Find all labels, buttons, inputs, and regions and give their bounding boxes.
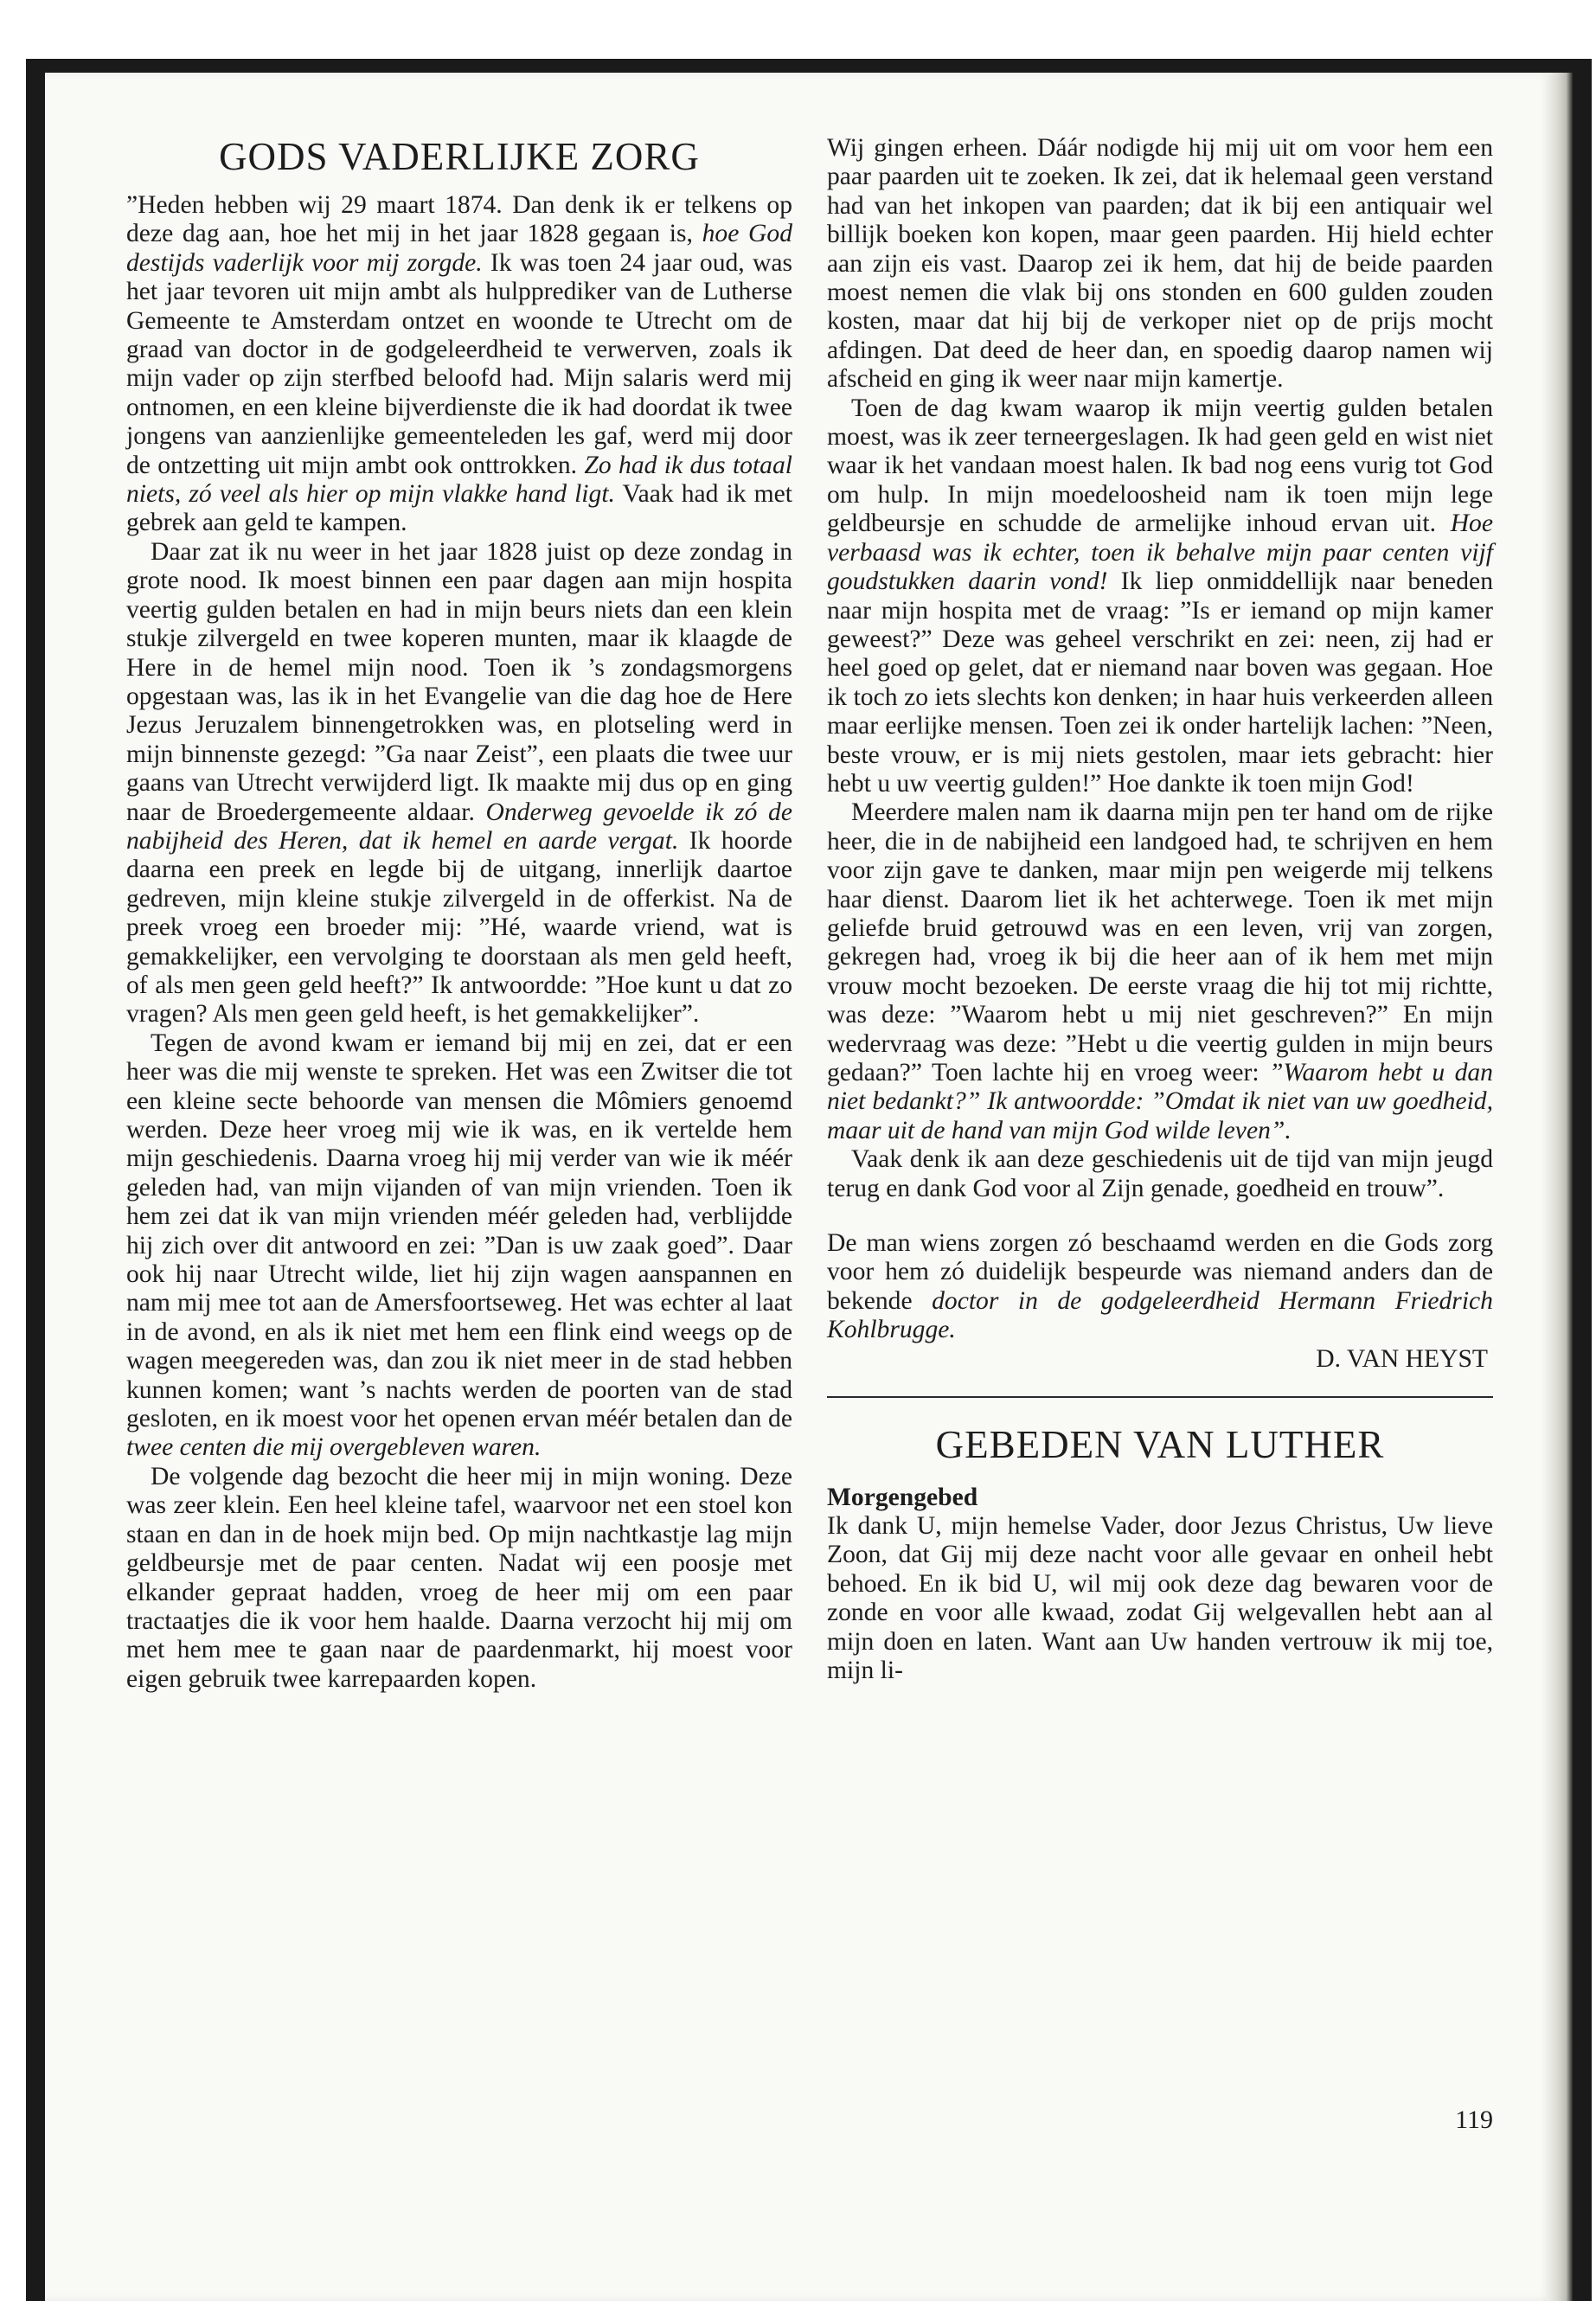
text-run: Meerdere malen nam ik daarna mijn pen ter hand om de rijke heer, die in de nabijheid een landgoed had, te schrijven en hem voor zijn gave te danken, maar mijn pen weigerde mij telkens haar dienst. Daarom liet ik het achterwege. Toen ik met mijn geliefde bruid getrouwd was en een leven, vrij van zorgen, gekregen had, vroeg ik bij die heer aan of ik hem met mijn vrouw mocht bezoeken. De eerste vraag die hij tot mij richtte, was deze: ”Waarom hebt u mij niet geschreven?” En mijn wedervraag was deze: ”Hebt u die veertig gulden in mijn beurs gedaan?” Toen lachte hij en vroeg weer: xyxy=(827,798,1493,1086)
text-run: Toen de dag kwam waarop ik mijn veertig gulden betalen moest, was ik zeer terneergeslagen. Ik had geen geld en wist niet waar ik het vandaan moest halen. Ik bad nog eens vurig tot God om hulp. In mijn moedeloosheid nam ik toen mijn lege geldbeursje en schudde de armelijke inhoud ervan uit. xyxy=(827,394,1493,538)
italic-text: doctor in de godgeleerdheid Hermann Friedrich Kohlbrugge. xyxy=(827,1286,1493,1344)
paragraph-6 xyxy=(827,394,1493,799)
text-run: Ik hoorde daarna een preek en legde bij de uitgang, innerlijk daartoe gedreven, mijn kleine stukje zilvergeld in de offerkist. Na de preek vroeg een broeder mij: ”Hé, waarde vriend, wat is gemakkelijker, een vervolging te doorstaan als men geld heeft, of als men geen geld heeft?” Ik antwoordde: ”Hoe kunt u dat zo vragen? Als men geen geld heeft, is het gemakkelijker”. xyxy=(126,826,792,1029)
paragraph-7 xyxy=(827,798,1493,1145)
paragraph-4 xyxy=(126,1463,792,1694)
paragraph-9 xyxy=(827,1229,1493,1345)
text-run: Ik liep onmiddellijk naar beneden naar mijn hospita met de vraag: ”Is er iemand op mijn kamer geweest?” Deze was geheel verschrikt en zei: neen, zij had er heel goed op gelet, dat er niemand naar boven was gegaan. Hoe ik toch zo iets slechts kon denken; in haar huis verkeerden alleen maar eerlijke mensen. Toen zei ik onder hartelijk lachen: ”Neen, beste vrouw, er is mij niets gestolen, maar iets gebracht: hier hebt u uw veertig gulden!” Hoe dankte ik toen mijn God! xyxy=(827,567,1493,798)
text-run: Ik was toen 24 jaar oud, was het jaar tevoren uit mijn ambt als hulpprediker van de Lutherse Gemeente te Amsterdam ontzet en woonde te Utrecht om de graad van doctor in de godgeleerdheid te verwerven, zoals ik mijn vader op zijn sterfbed beloofd had. Mijn salaris werd mij ontnomen, en een kleine bijverdienste die ik had doordat ik twee jongens van aanzienlijke gemeenteleden les gaf, werd mij door de ontzetting uit mijn ambt ook onttrokken. xyxy=(126,248,792,479)
article-title-2: GEBEDEN VAN LUTHER xyxy=(935,1423,1385,1467)
author-signature: D. VAN HEYST xyxy=(1316,1344,1488,1373)
page-number: 119 xyxy=(1455,2106,1493,2134)
paragraph-1 xyxy=(126,191,792,538)
page-edge-shadow xyxy=(1547,73,1573,2301)
italic-text: hoe God destijds vaderlijk voor mij zorgde. xyxy=(126,220,793,277)
subheading: Morgengebed xyxy=(827,1484,978,1512)
text-run: Vaak had ik met gebrek aan geld te kampen. xyxy=(126,480,793,537)
right-column xyxy=(827,134,1493,1686)
italic-text: Hoe verbaasd was ik echter, toen ik behalve mijn paar centen vijf goudstukken daarin vond! xyxy=(827,510,1493,596)
text-run: De man wiens zorgen zó beschaamd werden en die Gods zorg voor hem zó duidelijk bespeurde was niemand anders dan de bekende xyxy=(827,1229,1493,1315)
text-run: Wij gingen erheen. Dáár nodigde hij mij uit om voor hem een paar paarden uit te zoeken. Ik zei, dat ik helemaal geen verstand had van het inkopen van paarden; dat ik bij een antiquair wel billijk boeken kon kopen, maar geen paarden. Hij hield echter aan zijn eis vast. Daarop zei ik hem, dat hij de beide paarden moest nemen die vlak bij ons stonden en 600 gulden zouden kosten, maar dat hij bij de verkoper niet op de prijs mocht afdingen. Dat deed de heer dan, en spoedig daarop namen wij afscheid en ging ik weer naar mijn kamertje. xyxy=(827,134,1493,394)
italic-text: Onderweg gevoelde ik zó de nabijheid des Heren, dat ik hemel en aarde vergat. xyxy=(126,798,792,855)
text-run: ”Heden hebben wij 29 maart 1874. Dan denk ik er telkens op deze dag aan, hoe het mij in het jaar 1828 gegaan is, xyxy=(126,191,792,248)
italic-text: twee centen die mij overgebleven waren. xyxy=(126,1433,542,1462)
left-column xyxy=(126,134,792,1694)
paragraph-2 xyxy=(126,538,792,1029)
paragraph-3 xyxy=(126,1029,792,1463)
article-title: GODS VADERLIJKE ZORG xyxy=(219,135,700,178)
text-run: Tegen de avond kwam er iemand bij mij en zei, dat er een heer was die mij wenste te spreken. Het was een Zwitser die tot een kleine secte behoorde van mensen die Mômiers genoemd werden. Deze heer vroeg mij wie ik was, en ik vertelde hem mijn geschiedenis. Daarna vroeg hij mij verder van wie ik méér geleden had, van mijn vijanden of van mijn vrienden. Toen ik hem zei dat ik van mijn vrienden méér geleden had, verblijdde hij zich over dit antwoord en zei: ”Dan is uw zaak goed”. Daar ook hij naar Utrecht wilde, liet hij zijn wagen aanspannen en nam mij mee tot aan de Amersfoortseweg. Het was echter al laat in de avond, en als ik niet met hem een flink eind weegs op de wagen meegereden was, dan zou ik niet meer in de stad hebben kunnen komen; want ’s nachts werden de poorten van de stad gesloten, en ik moest voor het openen ervan méér betalen dan de xyxy=(126,1029,792,1433)
prayer-paragraph: Ik dank U, mijn hemelse Vader, door Jezus Christus, Uw lieve Zoon, dat Gij mij deze nacht voor alle gevaar en onheil hebt behoed. En ik bid U, wil mij ook deze dag bewaren voor de zonde en voor alle kwaad, zodat Gij welgevallen hebt aan al mijn doen en laten. Want aan Uw handen vertrouw ik mij toe, mijn li- xyxy=(827,1512,1493,1685)
paragraph-5 xyxy=(827,134,1493,394)
text-run: Daar zat ik nu weer in het jaar 1828 juist op deze zondag in grote nood. Ik moest binnen een paar dagen aan mijn hospita veertig gulden betalen en had in mijn beurs niets dan een klein stukje zilvergeld en twee koperen munten, maar ik klaagde de Here in de hemel mijn nood. Toen ik ’s zondagsmorgens opgestaan was, las ik in het Evangelie van die dag hoe de Here Jezus Jeruzalem binnengetrokken was, en plotseling werd in mijn binnenste gezegd: ”Ga naar Zeist”, een plaats die twee uur gaans van Utrecht verwijderd ligt. Ik maakte mij dus op en ging naar de Broedergemeente aldaar. xyxy=(126,537,792,826)
text-run: Vaak denk ik aan deze geschiedenis uit de tijd van mijn jeugd terug en dank God voor al Zijn genade, goedheid en trouw”. xyxy=(827,1145,1493,1202)
section-divider xyxy=(827,1396,1493,1398)
italic-text: Zo had ik dus totaal niets, zó veel als hier op mijn vlakke hand ligt. xyxy=(126,451,792,509)
text-run: De volgende dag bezocht die heer mij in mijn woning. Deze was zeer klein. Een heel kleine tafel, waarvoor net een stoel kon staan en dan in de hoek mijn bed. Op mijn nachtkastje lag mijn geldbeursje met de paar centen. Nadat wij een poosje met elkander gepraat hadden, vroeg de heer mij om een paar tractaatjes die ik voor hem haalde. Daarna verzocht hij mij om met hem mee te gaan naar de paardenmarkt, hij moest voor eigen gebruik twee karrepaarden kopen. xyxy=(126,1462,792,1693)
italic-text: ”Waarom hebt u dan niet bedankt?” Ik antwoordde: ”Omdat ik niet van uw goedheid, maar uit de hand van mijn God wilde leven”. xyxy=(827,1059,1493,1144)
paragraph-8 xyxy=(827,1145,1493,1203)
